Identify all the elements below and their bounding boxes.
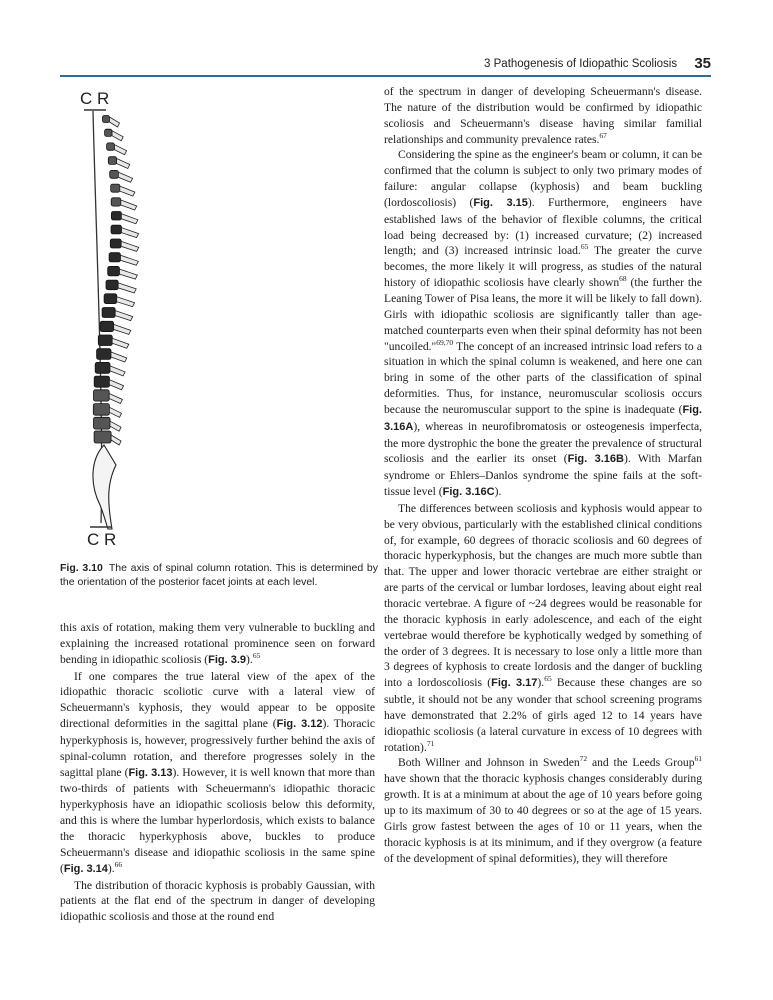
paragraph: Both Willner and Johnson in Sweden$^{72}$ and the Leeds Group$^{61}$ have shown that the thoracic kyphosis changes considerably during growth. It is at a minimum at about the age of 10 years before going up to its maximum of 30 to 40 degrees or so at the age of 15 years. Girls grow fastest between the ages of 10 or 11 years, when the thoracic kyphosis is at its minimum, and if they overgrow (a feature of the development of spinal deformities), they will therefore — [384, 754, 703, 865]
paragraph: If one compares the true lateral view of the apex of the idiopathic thoracic scoliotic curve with a lateral view of Scheuermann's kyphosis, they would appear to be opposite directional deformities in the sagittal plane (Fig. 3.12). Thoracic hyperkyphosis is, however, progressively further behind the axis of spinal-column rotation, and therefore progresses solely in the sagittal plane (Fig. 3.13). However, it is well known that more than two-thirds of patients with Scheuermann's idiopathic thoracic hyperkyphosis have an idiopathic scoliosis below this deformity, and this is where the lumbar hyperlordosis, which exists to balance the thoracic hyperkyphosis above, buckles to produce Scheuermann's disease and idiopathic scoliosis in the same spine (Fig. 3.14).$^{66}$ — [60, 669, 375, 875]
spinous-process — [121, 255, 139, 265]
vertebral-body — [97, 349, 111, 360]
spinous-process — [110, 117, 120, 127]
citation: 69,70 — [436, 337, 454, 347]
spinous-process — [122, 228, 139, 238]
vertebral-body — [111, 184, 120, 192]
spinous-process — [114, 324, 131, 334]
spinous-process — [112, 131, 123, 141]
spinous-process — [110, 366, 125, 376]
vertebral-body — [111, 225, 122, 234]
spinous-process — [120, 186, 135, 196]
spinous-process — [110, 421, 121, 431]
spine-illustration — [60, 85, 380, 555]
vertebral-body — [107, 143, 115, 150]
vertebral-body — [102, 308, 115, 318]
spinous-process — [115, 145, 127, 155]
spinous-process — [109, 407, 121, 417]
vertebral-body — [111, 212, 121, 221]
spinous-process — [109, 380, 123, 390]
page-number: 35 — [694, 55, 711, 72]
citation: 65 — [544, 674, 552, 684]
paragraph: The differences between scoliosis and kyphosis would appear to be very obvious, particularly with the established clinical conditions of, for example, 60 degrees of thoracic scoliosis and 60 degrees of thoracic hyperkyphosis, but the changes are much more subtle than that. The upper and lower thoracic vertebrae are either straight or are parts of the cervical or lumbar lordoses, leaving about eight real thoracic vertebrae. A figure of ~24 degrees would be reasonable for the thoracic kyphosis in early adolescence, and each of the eight vertebrae would therefore be kyphotically wedged by something of the order of 3 degrees. It is necessary to lose only a little more than 3 degrees of kyphosis to create lordosis and the danger of buckling into a lordoscoliosis (Fig. 3.17).$^{65}$ Because these changes are so subtle, it should not be any wonder that school screening programs have demonstrated that 2.2% of girls aged 12 to 14 years have idiopathic scoliosis (a lateral curvature in excess of 10 degrees with rotation).$^{71}$ — [384, 501, 702, 754]
paragraph: Considering the spine as the engineer's beam or column, it can be confirmed that the column is subject to only two primary modes of failure: angular collapse (kyphosis) and beam buckling (lordoscoliosis) (Fig. 3.15). Furthermore, engineers have established laws of the behavior of flexible columns, the critical load being decreased by: (1) increased curvature; (2) increased length; and (3) increased intrinsic load.$^{65}$ The greater the curve becomes, the more likely it will progress, as studies of the natural history of idiopathic scoliosis have clearly shown$^{68}$ (the further the Leaning Tower of Pisa leans, the more it will be likely to fall down). Girls with idiopathic scoliosis are significantly taller than age-matched counterparts even when their spinal deformity has not been "uncoiled."$^{69,70}$ The concept of an increased intrinsic load refers to a situation in which the spinal column is weakened, and here one can bring in some of the other parts of the classification of spinal deformities. Thus, for instance, neuromuscular scoliosis occurs because the neuromuscular support to the spine is inadequate (Fig. 3.16A), whereas in neurofibromatosis or osteogenesis imperfecta, the more dystrophic the bone the greater the prevalence of structural scoliosis and the earlier its onset (Fig. 3.16B). With Marfan syndrome or Ehlers–Danlos syndrome the spine fails at the soft-tissue level (Fig. 3.16C). — [384, 148, 702, 499]
left-column — [60, 620, 375, 925]
spinous-process — [121, 214, 137, 224]
axis-label-bottom: C R — [87, 530, 117, 549]
citation: 65 — [252, 650, 261, 660]
vertebral-body — [108, 266, 120, 275]
vertebral-body — [94, 431, 111, 443]
running-head — [0, 54, 711, 74]
vertebral-body — [109, 253, 120, 262]
vertebral-body — [98, 335, 112, 346]
spinous-process — [111, 352, 127, 362]
figure-reference: Fig. 3.9 — [208, 653, 247, 666]
citation: 66 — [114, 859, 123, 869]
sacrum-coccyx — [93, 445, 116, 529]
paragraph: of the spectrum in danger of developing Scheuermann's disease. The nature of the distribution would be confirmed by idiopathic scoliosis and Scheuermann's disease having similar familial relationships and community prevalence rates.$^{67}$ — [384, 85, 702, 146]
spinous-process — [111, 435, 121, 445]
figure-reference: Fig. 3.16A — [384, 403, 702, 433]
figure-reference: Fig. 3.16B — [567, 453, 624, 466]
citation: 67 — [599, 130, 607, 140]
vertebral-body — [100, 321, 114, 331]
vertebral-body — [93, 404, 109, 416]
spinous-process — [118, 172, 132, 182]
citation: 65 — [580, 242, 589, 252]
vertebral-body — [106, 280, 118, 290]
citation: 61 — [694, 754, 703, 764]
vertebral-body — [110, 239, 121, 248]
spinous-process — [117, 297, 135, 307]
vertebral-body — [94, 417, 111, 429]
citation: 68 — [619, 274, 627, 284]
spinous-process — [118, 283, 136, 293]
spinous-process — [115, 311, 133, 321]
spinous-process — [112, 338, 129, 348]
citation: 72 — [579, 754, 588, 764]
paragraph: this axis of rotation, making them very vulnerable to buckling and explaining the increased rotational prominence seen on forward bending in idiopathic scoliosis (Fig. 3.9).$^{65}$ — [60, 621, 375, 666]
spinous-process — [121, 241, 139, 251]
figure-caption-label: Fig. 3.10 — [60, 562, 103, 574]
figure-reference: Fig. 3.14 — [63, 862, 108, 875]
figure-reference: Fig. 3.12 — [276, 718, 323, 731]
citation: 71 — [426, 738, 435, 748]
spinous-process — [121, 200, 137, 210]
vertebral-body — [103, 116, 110, 123]
paragraph: The distribution of thoracic kyphosis is probably Gaussian, with patients at the flat end of the spectrum in danger of developing idiopathic scoliosis and those at the round end — [60, 878, 375, 924]
vertebral-body — [95, 362, 110, 373]
header-rule — [60, 75, 711, 77]
figure-reference: Fig. 3.15 — [473, 196, 528, 209]
figure-caption — [60, 561, 378, 589]
figure-spine-axis — [60, 85, 380, 555]
figure-reference: Fig. 3.17 — [491, 677, 538, 690]
spinous-process — [109, 394, 122, 404]
vertebral-body — [104, 294, 117, 304]
right-column — [384, 84, 702, 866]
figure-reference: Fig. 3.13 — [128, 766, 173, 779]
vertebral-body — [94, 390, 110, 401]
spinous-process — [120, 269, 138, 279]
vertebral-body — [108, 157, 116, 165]
figure-reference: Fig. 3.16C — [442, 486, 495, 499]
spinous-process — [117, 159, 130, 169]
axis-label-top: C R — [80, 89, 110, 108]
figure-caption-text: The axis of spinal column rotation. This is determined by the orientation of the posterior facet joints at each level. — [60, 562, 378, 588]
vertebral-body — [110, 170, 119, 178]
vertebral-body — [94, 376, 109, 387]
running-title: 3 Pathogenesis of Idiopathic Scoliosis — [484, 58, 678, 70]
vertebral-body — [105, 129, 112, 136]
vertebral-body — [111, 198, 121, 206]
